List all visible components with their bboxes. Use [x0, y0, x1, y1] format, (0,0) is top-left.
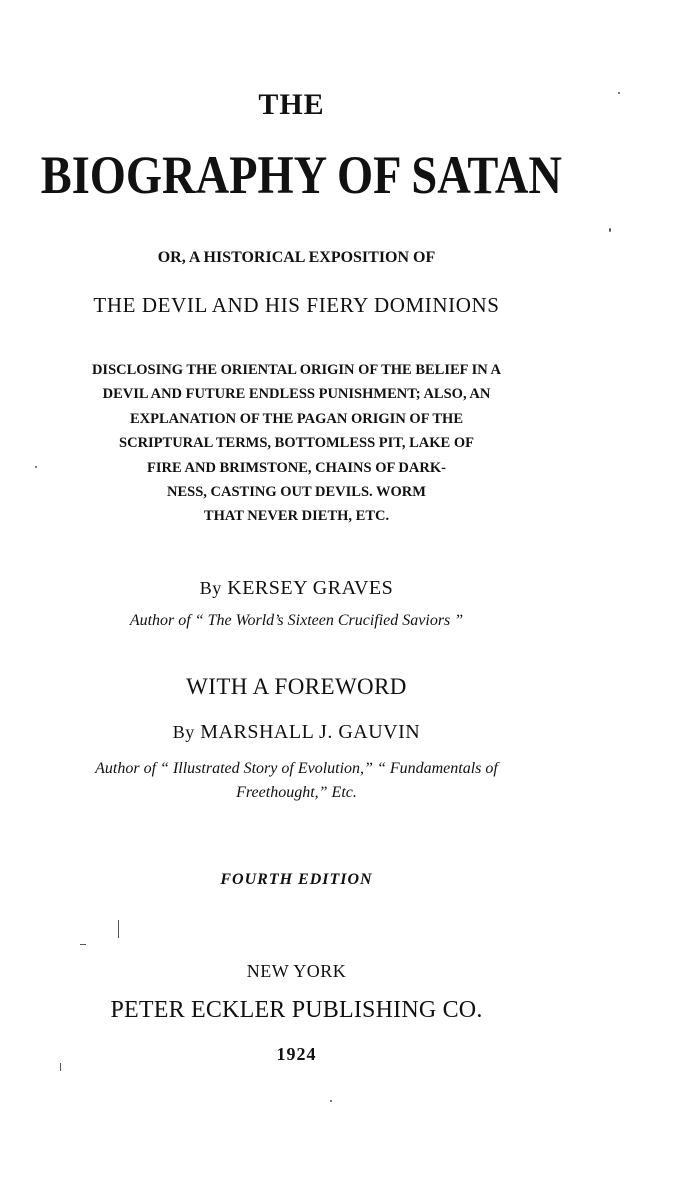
- by-word: By: [199, 578, 222, 598]
- foreword-heading: WITH A FOREWORD: [186, 674, 407, 699]
- book-title: BIOGRAPHY OF SATAN: [40, 145, 562, 205]
- subtitle-second-line: THE DEVIL AND HIS FIERY DOMINIONS: [93, 293, 500, 317]
- edition-label: FOURTH EDITION: [220, 871, 373, 888]
- description-line: THAT NEVER DIETH, ETC.: [203, 508, 390, 525]
- description-line: EXPLANATION OF THE PAGAN ORIGIN OF THE: [130, 410, 463, 427]
- by-word: By: [172, 722, 195, 742]
- description-line: DEVIL AND FUTURE ENDLESS PUNISHMENT; ALSO, AN: [102, 386, 491, 403]
- foreword-credit-line: Author of “ Illustrated Story of Evolution,” “ Fundamentals of: [95, 760, 498, 777]
- scan-speck: [330, 1100, 332, 1102]
- foreword-author-name: MARSHALL J. GAUVIN: [200, 721, 421, 743]
- scan-speck: [618, 92, 620, 94]
- scan-speck: [80, 944, 86, 945]
- author-byline: [0, 578, 593, 598]
- author-credit: Author of “ The World’s Sixteen Crucified Saviors ”: [129, 612, 464, 629]
- description: [0, 358, 593, 529]
- description-line: SCRIPTURAL TERMS, BOTTOMLESS PIT, LAKE OF: [119, 435, 474, 452]
- publication-city: NEW YORK: [246, 961, 347, 981]
- foreword-credit-line: Freethought,” Etc.: [236, 784, 357, 801]
- foreword-byline: [0, 722, 593, 742]
- scan-speck: [118, 920, 119, 938]
- title-article: THE: [258, 88, 325, 121]
- description-line: FIRE AND BRIMSTONE, CHAINS OF DARK-: [147, 459, 446, 476]
- description-line: NESS, CASTING OUT DEVILS. WORM: [167, 484, 426, 501]
- scan-speck: [35, 466, 37, 468]
- scan-speck: [609, 228, 611, 232]
- publisher-name: PETER ECKLER PUBLISHING CO.: [110, 997, 483, 1023]
- foreword-author-credit: [0, 757, 593, 805]
- scan-speck: [60, 1063, 61, 1071]
- author-name: KERSEY GRAVES: [227, 577, 394, 599]
- description-line: DISCLOSING THE ORIENTAL ORIGIN OF THE BELIEF IN A: [91, 362, 502, 378]
- publication-year: 1924: [276, 1044, 317, 1064]
- subtitle: OR, A HISTORICAL EXPOSITION OF: [157, 249, 436, 266]
